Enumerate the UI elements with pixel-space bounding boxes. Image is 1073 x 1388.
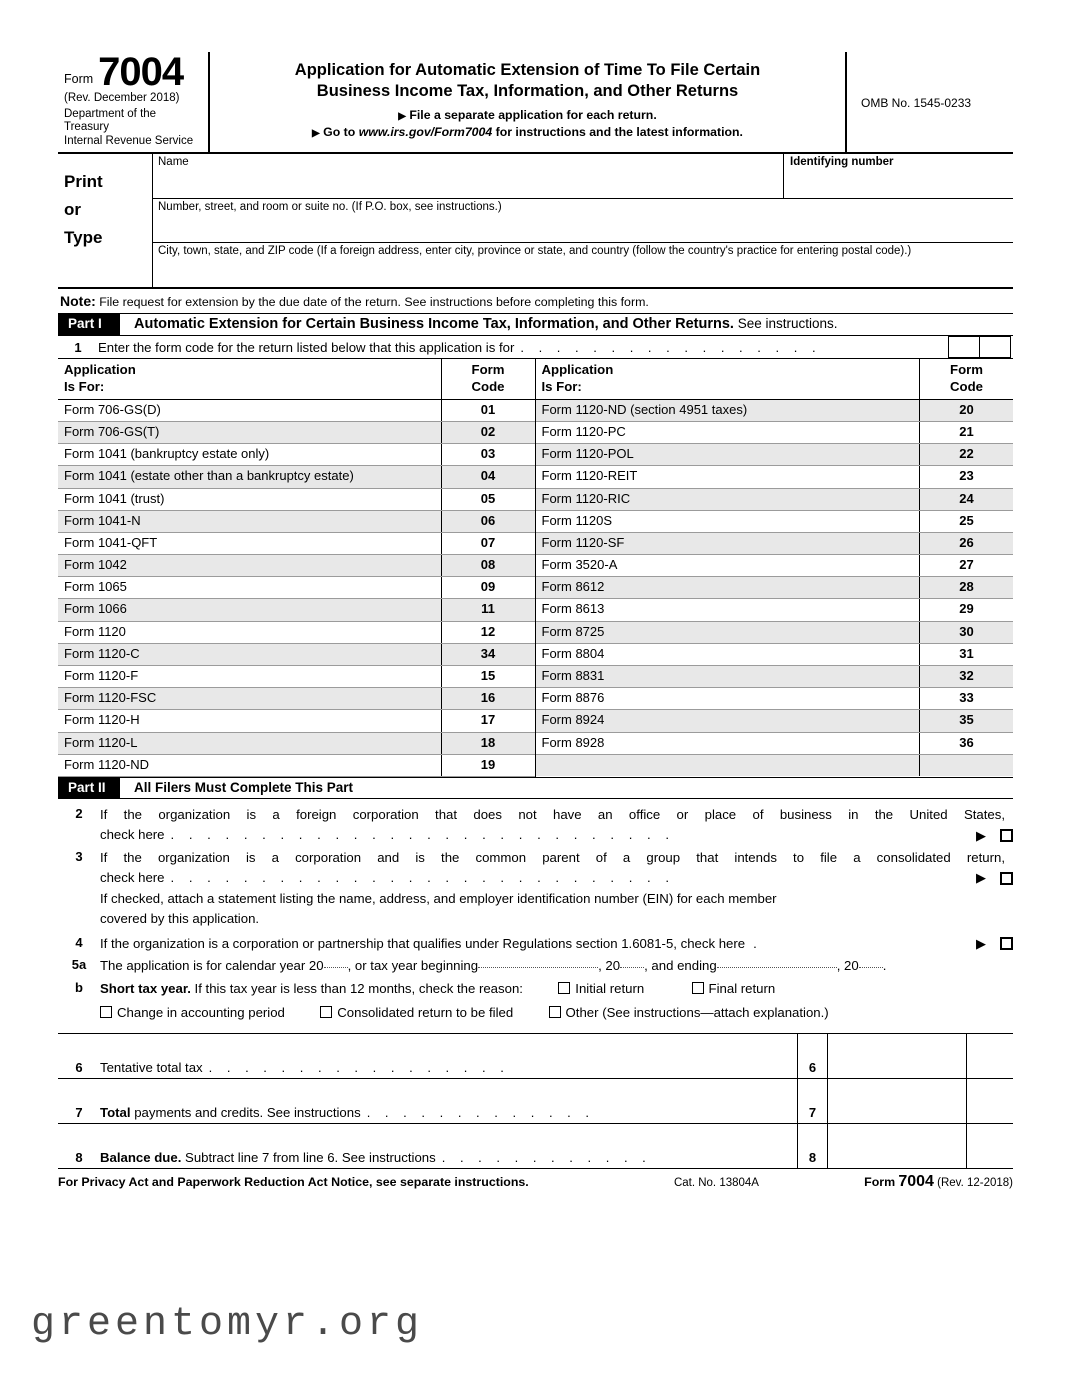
form-code-cell: 24 [959,490,974,506]
left-header-form-code-line-1: Form [471,362,505,377]
form-code-right-rows [536,400,1014,776]
table-row [58,577,535,599]
amount-line-description [58,1034,798,1078]
amount-line-row [58,1079,1013,1124]
form-code-cell: 32 [959,668,974,684]
form-code-cell [920,755,1013,776]
amount-line-marker: 7 [798,1079,828,1123]
form-name-cell: Form 3520-A [536,555,921,576]
line-5b-text: If this tax year is less than 12 months, check the reason: [190,980,523,996]
amount-cents-input[interactable] [967,1124,1013,1168]
form-code-cell: 30 [959,623,974,639]
form-code-cell: 26 [959,534,974,550]
table-row [58,688,535,710]
dept-line-1: Department of the Treasury [64,107,157,134]
irs-url[interactable]: www.irs.gov/Form7004 [358,124,493,139]
right-header-application-line-2: Is For: [541,378,582,394]
initial-return-checkbox[interactable] [558,982,570,994]
form-name-cell: Form 1041 (bankruptcy estate only) [58,444,442,465]
form-code-cell: 27 [959,557,974,573]
initial-return-label: Initial return [575,980,645,996]
form-name-cell: Form 1120-FSC [58,688,442,709]
form-code-left-rows [58,400,535,777]
form-code-cell: 16 [480,690,496,706]
footer-form-label: Form [864,1174,896,1189]
print-or-type-label [58,154,153,287]
right-header-application [536,359,921,399]
line-5a-part-1: The application is for calendar year 20 [100,958,324,974]
form-code-cell: 17 [480,712,496,728]
line-2-check-here-label: check here [100,827,165,843]
table-row [58,599,535,621]
line-5a-text [100,956,1013,976]
part-2-body [58,805,1013,1024]
amount-line-leader-dots: . . . . . . . . . . . . [441,1149,652,1165]
line-5a-part-3: , 20 [598,958,621,974]
form-name-cell: Form 1065 [58,577,442,598]
line-5b-text-row-2 [100,1003,1013,1023]
print-or-type-block [58,154,1013,289]
amount-line-label: Balance due. Subtract line 7 from line 6. See instructions [100,1149,436,1165]
header-form-identity [58,52,210,152]
form-code-table-left-header [58,359,535,400]
line-5a-part-4: , and ending [644,958,717,974]
form-code-cell: 31 [959,645,974,661]
form-code-cell: 36 [959,734,974,750]
amount-cents-input[interactable] [967,1079,1013,1123]
line-4-row [58,934,1013,954]
table-row [58,622,535,644]
line-1-number: 1 [74,339,82,355]
amount-lines-table [58,1033,1013,1169]
table-row [58,755,535,777]
issuing-agency [64,108,202,149]
identifying-number-label: Identifying number [790,156,894,168]
form-name-cell: Form 1120-PC [536,422,921,443]
print-or-type-fields [153,154,1013,287]
amount-line-row [58,1124,1013,1169]
form-name-cell: Form 1120-RIC [536,489,921,510]
form-code-cell: 01 [480,401,496,417]
other-reason-checkbox[interactable] [549,1006,561,1018]
line-3-text: If the organization is a corporation and is the common parent of a group that intends to file a consolidated return, [100,849,1005,865]
form-name-cell: Form 8928 [536,733,921,754]
form-code-cell: 23 [959,468,974,484]
form-name-cell: Form 1041 (estate other than a bankruptcy estate) [58,466,442,487]
consolidated-return-label: Consolidated return to be filed [337,1005,514,1021]
table-row [536,599,1014,621]
form-name-cell: Form 1120-C [58,644,442,665]
table-row [536,511,1014,533]
goto-suffix: for instructions and the latest information. [492,124,743,139]
amount-cents-input[interactable] [967,1034,1013,1078]
dept-line-2: Internal Revenue Service [64,134,194,147]
form-code-cell: 29 [959,601,974,617]
form-name-cell: Form 1120-SF [536,533,921,554]
right-triangle-icon: ▶ [976,870,986,886]
amount-line-marker: 6 [798,1034,828,1078]
part-2-bar [58,778,1013,799]
final-return-label: Final return [708,980,776,996]
amount-line-number: 8 [75,1149,83,1165]
part-1-title [120,314,838,335]
amount-line-leader-dots: . . . . . . . . . . . . . . . . . [208,1059,510,1075]
form-name-cell: Form 706-GS(T) [58,422,442,443]
table-row [58,422,535,444]
line-2-body [100,805,1013,846]
amount-line-description [58,1079,798,1123]
line-2-checkbox[interactable] [1000,829,1013,842]
tax-year-end-year-input[interactable] [859,967,883,968]
form-code-cell: 35 [959,712,974,728]
name-field-label: Name [158,156,189,168]
right-triangle-icon: ▶ [312,127,320,139]
city-state-zip-field[interactable] [153,243,1013,287]
line-1-text: Enter the form code for the return listed below that this application is for [98,339,515,355]
part-2-title: All Filers Must Complete This Part [134,779,354,795]
form-header [58,52,1013,154]
line-5b-number: b [75,979,83,995]
amount-line-leader-dots: . . . . . . . . . . . . . [366,1104,595,1120]
table-row [58,533,535,555]
line-4-check-row [100,934,1013,954]
change-accounting-period-label: Change in accounting period [117,1005,285,1021]
table-row [58,644,535,666]
line-3-note-1: If checked, attach a statement listing the name, address, and employer identification number (EIN) for each member [100,890,777,906]
omb-number: OMB No. 1545-0233 [861,96,972,110]
table-row [536,710,1014,732]
amount-line-label: Tentative total tax [100,1059,203,1075]
form-code-cell: 09 [480,579,496,595]
table-row [536,444,1014,466]
table-row [536,533,1014,555]
form-name-cell: Form 1041-N [58,511,442,532]
footer-form-revision: (Rev. 12-2018) [937,1176,1013,1189]
line-5b-body [100,979,1013,1024]
line-4-number: 4 [75,934,83,950]
left-header-application [58,359,442,399]
form-name-cell: Form 8613 [536,599,921,620]
form-title-line-1: Application for Automatic Extension of Time To File Certain [294,61,761,79]
form-code-cell: 02 [480,423,496,439]
line-4-leader-dots: . [753,935,757,951]
table-row [58,733,535,755]
form-code-table-right [536,359,1014,777]
form-title-line-2: Business Income Tax, Information, and Other Returns [316,82,739,101]
table-row [536,577,1014,599]
form-code-cell: 34 [480,645,496,661]
form-name-cell: Form 8876 [536,688,921,709]
form-code-cell: 25 [959,512,974,528]
change-accounting-period-checkbox[interactable] [100,1006,112,1018]
line-5a-part-5: , 20 [836,958,859,974]
form-code-table-right-header [536,359,1014,400]
form-code-table [58,359,1013,778]
form-name-cell: Form 8725 [536,622,921,643]
form-name-cell: Form 1120S [536,511,921,532]
table-row [536,688,1014,710]
line-1-leader-dots: . . . . . . . . . . . . . . . . . [520,339,822,355]
table-row [536,622,1014,644]
form-revision: (Rev. December 2018) [64,91,180,104]
table-row [536,466,1014,488]
print-label: Print [64,172,103,191]
form-footer [58,1169,1013,1191]
type-label: Type [64,228,103,248]
site-watermark: greentomyr.org [31,1302,424,1347]
calendar-year-input[interactable] [324,967,348,968]
line-3-check-here-label: check here [100,870,165,886]
right-header-form-code [920,359,1013,399]
line-2-text: If the organization is a foreign corporation that does not have an office or place of business in the United States, [100,806,1005,822]
line-3-note-2: covered by this application. [100,911,260,927]
short-tax-year-label: Short tax year. [100,980,191,996]
table-row [58,555,535,577]
line-5b-text-row [100,979,1013,999]
form-code-cell: 06 [480,512,496,528]
amount-line-number: 7 [75,1104,83,1120]
line-5a-number: 5a [71,957,87,973]
form-name-cell: Form 706-GS(D) [58,400,442,421]
form-code-digit-1[interactable] [948,336,980,358]
note-label: Note: [60,293,96,309]
table-row [58,444,535,466]
form-code-cell: 28 [959,579,974,595]
line-2-check-row [100,825,1013,845]
form-name-cell: Form 1120-ND [58,755,442,776]
right-header-form-code-line-2: Code [950,378,983,394]
line-4-checkbox[interactable] [1000,937,1013,950]
form-code-cell: 22 [959,446,974,462]
line-5a-body [100,956,1013,976]
header-subline-2 [210,125,845,139]
form-code-cell: 20 [959,401,974,417]
line-3-body [100,848,1013,930]
tax-year-end-input[interactable] [717,967,837,968]
name-and-id-row [153,154,1013,199]
line-2-row [58,805,1013,846]
table-row [536,400,1014,422]
table-row [536,489,1014,511]
line-3-row [58,848,1013,930]
amount-line-row [58,1034,1013,1079]
form-name-cell: Form 8831 [536,666,921,687]
table-row [536,666,1014,688]
line-5a-part-2: , or tax year beginning [347,958,479,974]
catalog-number: Cat. No. 13804A [673,1176,759,1189]
table-row [58,400,535,422]
line-2-leader-dots: . . . . . . . . . . . . . . . . . . . . . . . . . . . . [170,827,675,843]
part-1-title-bold: Automatic Extension for Certain Business Income Tax, Information, and Other Returns. [134,316,734,332]
form-page [58,52,1013,1191]
line-5a-part-6: . [882,958,887,974]
amount-dollars-input[interactable] [828,1079,967,1123]
form-name-cell: Form 8804 [536,644,921,665]
goto-prefix: Go to [323,124,359,139]
final-return-checkbox[interactable] [692,982,704,994]
street-address-label: Number, street, and room or suite no. (If P.O. box, see instructions.) [158,201,502,213]
city-state-zip-label: City, town, state, and ZIP code (If a foreign address, enter city, province or state, and country (follow the country's practice for entering postal code).) [158,245,912,257]
form-code-cell: 05 [480,490,496,506]
form-name-cell: Form 8924 [536,710,921,731]
amount-dollars-input[interactable] [828,1124,967,1168]
form-name-cell: Form 1120-ND (section 4951 taxes) [536,400,921,421]
line-5b-row [58,979,1013,1024]
amount-dollars-input[interactable] [828,1034,967,1078]
form-code-cell: 12 [480,623,496,639]
form-name-cell [536,755,921,776]
identifying-number-field[interactable] [784,154,1013,198]
left-header-application-line-1: Application [64,362,136,377]
form-code-digit-2[interactable] [980,336,1011,358]
form-code-cell: 04 [480,468,496,484]
table-row [536,422,1014,444]
form-code-cell: 33 [959,690,974,706]
form-code-cell: 08 [480,557,496,573]
right-header-application-line-1: Application [541,362,614,377]
form-label: Form [64,71,94,86]
form-name-cell: Form 1120-H [58,710,442,731]
other-reason-label: Other (See instructions—attach explanation.) [565,1005,829,1021]
table-row [536,755,1014,776]
part-2-tag: Part II [58,778,120,798]
line-3-checkbox[interactable] [1000,872,1013,885]
header-title-block [210,52,847,152]
form-code-cell: 21 [959,423,974,439]
header-subline-1 [210,108,845,122]
left-header-form-code [442,359,535,399]
part-1-title-regular: See instructions. [733,316,838,331]
line-3-leader-dots: . . . . . . . . . . . . . . . . . . . . . . . . . . . . [170,870,675,886]
table-row [58,666,535,688]
form-code-cell: 03 [480,446,496,462]
form-code-cell: 18 [480,734,496,750]
tax-year-begin-year-input[interactable] [620,967,644,968]
form-code-cell: 07 [480,534,496,550]
street-address-field[interactable] [153,199,1013,243]
amount-line-marker: 8 [798,1124,828,1168]
form-number: 7004 [98,50,184,94]
footer-form-number: 7004 [898,1172,934,1190]
right-triangle-icon: ▶ [398,110,406,122]
form-name-cell: Form 1120-POL [536,444,921,465]
amount-line-label: Total payments and credits. See instructions [100,1104,361,1120]
table-row [58,710,535,732]
table-row [536,644,1014,666]
form-name-cell: Form 1041-QFT [58,533,442,554]
form-name-cell: Form 1120 [58,622,442,643]
header-subline-1-text: File a separate application for each return. [409,107,657,122]
form-code-cell: 15 [480,668,496,684]
tax-year-begin-input[interactable] [478,967,598,968]
right-triangle-icon: ▶ [976,935,986,951]
form-code-table-left [58,359,536,777]
form-name-cell: Form 1041 (trust) [58,489,442,510]
line-5a-row [58,956,1013,976]
note-paragraph [58,289,1013,313]
right-triangle-icon: ▶ [976,827,986,843]
table-row [536,733,1014,755]
line-3-check-row [100,868,1013,888]
form-name-cell: Form 1120-F [58,666,442,687]
footer-form-id [864,1173,1013,1191]
left-header-form-code-line-2: Code [471,378,505,394]
name-field[interactable] [153,154,784,198]
or-label: or [64,200,81,220]
form-name-cell: Form 1120-REIT [536,466,921,487]
line-1-row [58,336,1013,359]
table-row [58,489,535,511]
amount-line-description [58,1124,798,1168]
line-4-body [100,934,1013,954]
amount-line-number: 6 [75,1059,83,1075]
left-header-application-line-2: Is For: [64,378,105,394]
form-code-cell: 11 [481,601,495,617]
part-1-bar [58,313,1013,336]
form-name-cell: Form 8612 [536,577,921,598]
form-name-cell: Form 1066 [58,599,442,620]
part-1-tag: Part I [58,314,120,335]
line-4-text: If the organization is a corporation or partnership that qualifies under Regulations section 1.6081-5, check here [100,935,746,951]
note-text: File request for extension by the due date of the return. See instructions before completing this form. [95,295,649,309]
privacy-act-notice: For Privacy Act and Paperwork Reduction Act Notice, see separate instructions. [58,1174,529,1189]
form-name-cell: Form 1120-L [58,733,442,754]
form-code-cell: 19 [480,756,496,772]
form-name-cell: Form 1042 [58,555,442,576]
line-1-form-code-entry[interactable] [948,336,1011,358]
consolidated-return-checkbox[interactable] [320,1006,332,1018]
table-row [536,555,1014,577]
line-3-number: 3 [75,848,83,864]
line-2-number: 2 [75,805,83,821]
table-row [58,511,535,533]
table-row [58,466,535,488]
right-header-form-code-line-1: Form [950,362,983,377]
